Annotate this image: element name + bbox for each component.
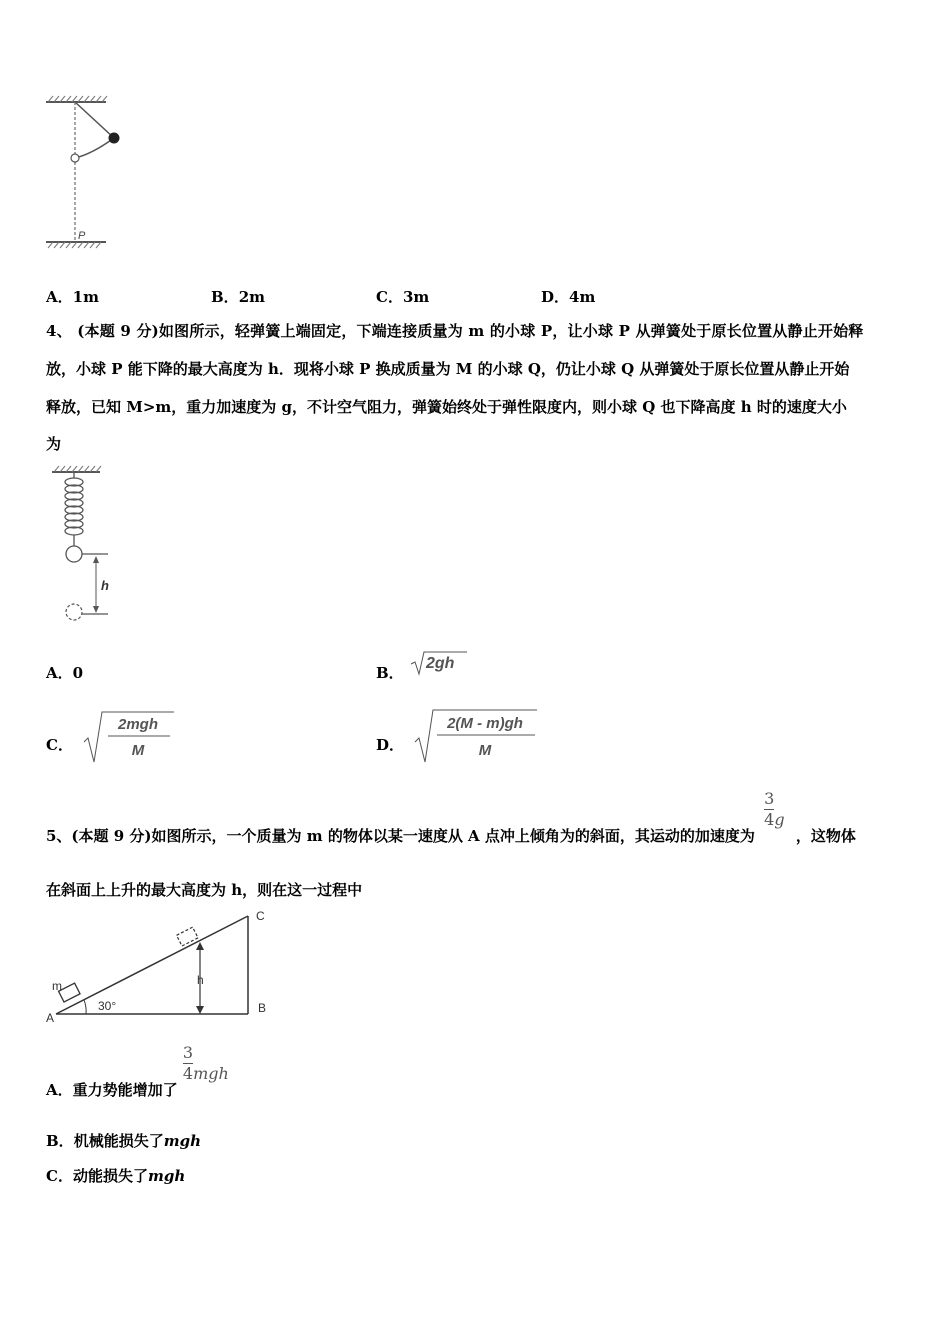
q3-option-d-letter: D．: [541, 288, 570, 306]
q5-line-1: [46, 789, 856, 846]
q5-option-a: [46, 1043, 229, 1100]
q5-option-a-text: 重力势能增加了: [72, 1081, 178, 1100]
q5-accel-fraction: [764, 790, 774, 828]
q4-option-d: [376, 706, 539, 764]
q5-option-a-den: 4: [182, 1063, 194, 1083]
frac-d-num: 2(M - m)gh: [447, 715, 524, 732]
q4-option-b: [376, 648, 469, 682]
q4-option-c-letter: C．: [46, 736, 73, 754]
q4-line-1: 4、 (本题 9 分)如图所示，轻弹簧上端固定，下端连接质量为 m 的小球 P，让小球 P 从弹簧处于原长位置从静止开始释: [46, 322, 864, 340]
q3-option-a-letter: A．: [46, 288, 73, 306]
pendulum-figure: [40, 92, 130, 252]
q5-line-1-tail: ，这物体: [795, 827, 856, 846]
incline-label-a: A: [46, 1011, 55, 1025]
q5-option-a-var: mgh: [193, 1064, 229, 1084]
q3-option-c-text: 3m: [402, 288, 430, 306]
spring-label-h: h: [101, 578, 109, 593]
q5-option-b: [46, 1130, 201, 1151]
q4-line-3: 释放，已知 M>m，重力加速度为 g，不计空气阻力，弹簧始终处于弹性限度内，则小球 Q 也下降高度 h 时的速度大小: [46, 398, 847, 416]
q5-option-a-fraction: [183, 1044, 193, 1082]
spring-figure: [46, 464, 126, 624]
pendulum-label-p: P: [78, 230, 86, 242]
q5-accel-den: 4: [764, 809, 775, 829]
q5-option-b-var: mgh: [163, 1132, 201, 1150]
q4-option-d-letter: D．: [376, 736, 405, 754]
q4-option-a-text: 0: [72, 664, 84, 682]
q3-option-b: [211, 286, 265, 307]
frac-d-den: M: [479, 742, 492, 759]
sqrt-2m-m-gh-over-m: [409, 706, 539, 764]
q5-option-b-letter: B．: [46, 1132, 74, 1150]
q4-line-2: 放，小球 P 能下降的最大高度为 h．现将小球 P 换成质量为 M 的小球 Q，仍让小球 Q 从弹簧处于原长位置从静止开始: [46, 360, 850, 378]
frac-c-num: 2mgh: [118, 716, 159, 733]
q5-line-1-text: 5、(本题 9 分)如图所示，一个质量为 m 的物体以某一速度从 A 点冲上倾角为的斜面，其运动的加速度为: [46, 827, 755, 846]
q5-option-c: [46, 1165, 185, 1186]
q3-option-c-letter: C．: [376, 288, 403, 306]
q4-line-4: 为: [46, 435, 62, 453]
q3-option-b-text: 2m: [238, 288, 265, 306]
q5-option-c-var: mgh: [147, 1167, 186, 1185]
q4-option-b-letter: B．: [376, 664, 404, 682]
q3-option-a: [46, 286, 99, 307]
q4-option-a-letter: A．: [46, 664, 73, 682]
q3-option-b-letter: B．: [211, 288, 239, 306]
q3-option-d-text: 4m: [569, 288, 596, 306]
q5-option-c-letter: C．: [46, 1167, 73, 1185]
incline-label-b: B: [258, 1001, 267, 1015]
q4-option-a: [46, 662, 83, 683]
q5-option-a-num: 3: [182, 1043, 194, 1062]
q3-option-d: [541, 286, 595, 307]
frac-c-den: M: [131, 742, 145, 759]
q3-option-c: [376, 286, 429, 307]
q5-accel-num: 3: [764, 789, 775, 808]
sqrt-2gh: [409, 648, 469, 678]
sqrt-2mgh-over-m: [78, 708, 178, 764]
q5-option-a-letter: A．: [46, 1081, 73, 1100]
sqrt-2gh-expr: 2gh: [425, 655, 455, 672]
q5-accel-var: g: [774, 810, 785, 830]
incline-label-angle: 30°: [98, 999, 117, 1013]
q3-option-a-text: 1m: [72, 288, 99, 306]
q5-line-2: 在斜面上上升的最大高度为 h，则在这一过程中: [46, 881, 363, 899]
incline-label-h: h: [197, 973, 204, 987]
incline-label-c: C: [256, 909, 265, 923]
q5-option-c-text: 动能损失了: [72, 1167, 148, 1185]
incline-figure: [46, 906, 276, 1026]
incline-label-m: m: [52, 979, 62, 993]
q4-option-c: [46, 708, 178, 764]
q5-option-b-text: 机械能损失了: [73, 1132, 164, 1150]
